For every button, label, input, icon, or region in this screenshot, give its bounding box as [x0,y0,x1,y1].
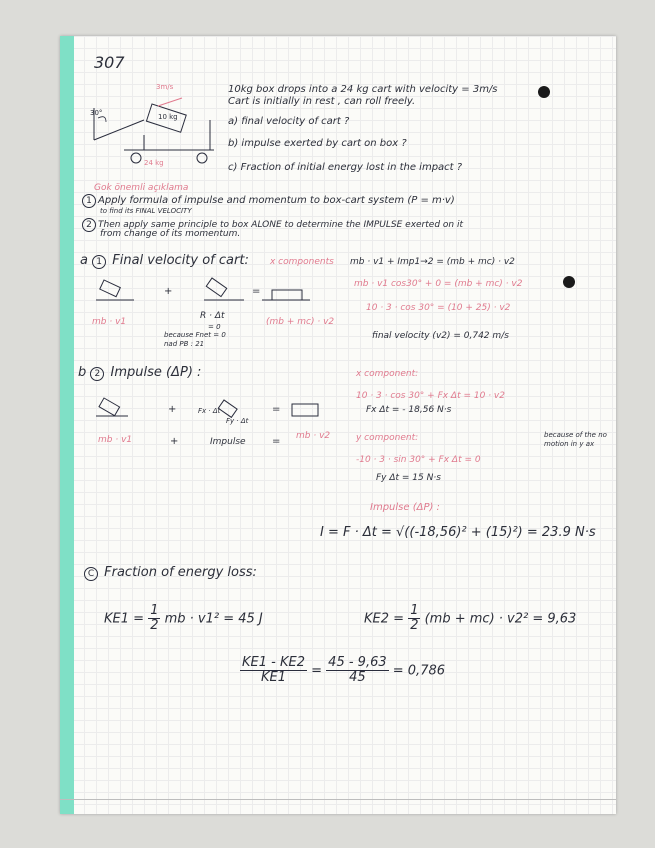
notebook-page [60,36,616,814]
step-2b: from change of its momentum. [100,229,241,239]
part-b-ycomp: y component: [356,433,419,443]
half-fraction-2 [408,604,420,634]
part-a-label: a [80,253,88,268]
ratio-result: = 0,786 [392,663,446,679]
fig-box-mass: 10 kg [158,113,178,121]
ke1-rhs: mb · v1² = 45 J [164,611,263,627]
part-a-d2: R · Δt [200,311,225,321]
punch-hole [563,276,575,288]
half-num: 1 [150,603,159,618]
part-b-fx: Fx · Δt [198,407,221,415]
half-num-2: 1 [410,603,419,618]
box-cart-figure [84,80,234,170]
part-c-title-text: Fraction of energy loss: [104,565,257,580]
part-b-yeq2: Fy Δt = 15 N·s [376,473,441,483]
part-a-d2-note3: nad PB : 21 [164,340,205,348]
half-den-2: 2 [410,618,419,634]
ratio-fraction-2 [326,656,388,686]
ke1-equation [104,604,263,634]
part-b-d1: mb · v1 [98,435,133,445]
ratio-den-2: 45 [349,670,366,686]
step-1b: to find its FINAL VELOCITY [100,207,192,215]
ke2-rhs: (mb + mc) · v2² = 9,63 [424,611,577,627]
part-a-d1: mb · v1 [92,317,127,327]
part-b-impulse-title: Impulse (ΔP) : [370,502,440,513]
part-a-title [80,254,249,269]
part-b-xeq1: 10 · 3 · cos 30° + Fx Δt = 10 · v2 [356,391,505,401]
part-a-d3: (mb + mc) · v2 [266,317,335,327]
step-1 [82,194,455,208]
part-b-d2: Impulse [210,437,246,447]
part-b-yeq1: -10 · 3 · sin 30° + Fx Δt = 0 [356,455,481,465]
half-den: 2 [150,618,159,634]
part-a-eq2: mb · v1 cos30° + 0 = (mb + mc) · v2 [354,279,523,289]
step-2-text: Then apply same principle to box ALONE to determine the IMPULSE exerted on it [98,220,464,230]
part-b-equals: = [272,404,281,415]
question-c: c) Fraction of initial energy lost in the impact ? [228,162,463,173]
ratio-equation [240,656,445,686]
part-c-title [84,566,257,581]
step-2-marker: 2 [82,218,96,232]
fig-cart-mass: 24 kg [144,159,164,167]
ke1-lhs: KE1 = [104,611,145,627]
ke2-lhs: KE2 = [364,611,405,627]
half-fraction [148,604,160,634]
punch-hole [538,86,550,98]
part-a-marker: 1 [92,255,106,269]
part-b-title [78,366,201,381]
part-a-d2-note1: = 0 [208,323,221,331]
page-number: 307 [94,53,125,72]
step-1-marker: 1 [82,194,96,208]
part-b-xeq2: Fx Δt = - 18,56 N·s [366,405,452,415]
part-a-final: final velocity (v2) = 0,742 m/s [372,331,509,341]
part-a-d2-note2: because Fnet = 0 [164,331,226,339]
part-b-plus: + [168,404,177,415]
ratio-fraction-1 [240,656,307,686]
part-b-equals-2: = [272,436,281,447]
step-1-text: Apply formula of impulse and momentum to box-cart system [98,195,405,206]
margin-strip [60,36,74,814]
part-a-eq3: 10 · 3 · cos 30° = (10 + 25) · v2 [366,303,511,313]
problem-line-2: Cart is initially in rest , can roll freely. [228,96,416,107]
ratio-num: KE1 - KE2 [242,655,305,670]
fig-angle: 30° [90,109,103,117]
part-a-xcomp: x components [270,257,334,267]
part-a-title-text: Final velocity of cart: [112,253,249,268]
ratio-equals: = [311,663,323,679]
part-b-impulse-eq: I = F · Δt = √((-18,56)² + (15)²) = 23.9 N·s [320,525,596,540]
step-1-formula: (P = m·v) [407,195,455,206]
part-b-ynote2: motion in y ax [544,440,595,448]
part-b-xcomp: x component: [356,369,419,379]
ke2-equation [364,604,576,634]
part-a-diagrams [94,274,314,310]
part-b-title-text: Impulse (ΔP) : [110,365,202,380]
problem-line-1: 10kg box drops into a 24 kg cart with velocity = 3m/s [228,84,498,95]
question-a: a) final velocity of cart ? [228,116,350,127]
part-b-fy: Fy · Δt [226,417,249,425]
part-b-ynote1: because of the no [544,431,607,439]
ratio-num-2: 45 - 9,63 [328,655,387,670]
part-b-plus-2: + [170,436,179,447]
part-c-marker: C [84,567,98,581]
ratio-den: KE1 [260,670,286,686]
part-a-plus: + [164,286,173,297]
explanation-heading: Gok önemli açıklama [94,183,189,193]
bottom-rule [60,799,616,800]
part-b-marker: 2 [90,367,104,381]
part-b-d3: mb · v2 [296,431,331,441]
question-b: b) impulse exerted by cart on box ? [228,138,407,149]
part-a-equals: = [252,286,261,297]
part-b-label: b [78,365,87,380]
part-a-eq1: mb · v1 + Imp1→2 = (mb + mc) · v2 [350,257,515,267]
fig-speed: 3m/s [156,83,174,91]
